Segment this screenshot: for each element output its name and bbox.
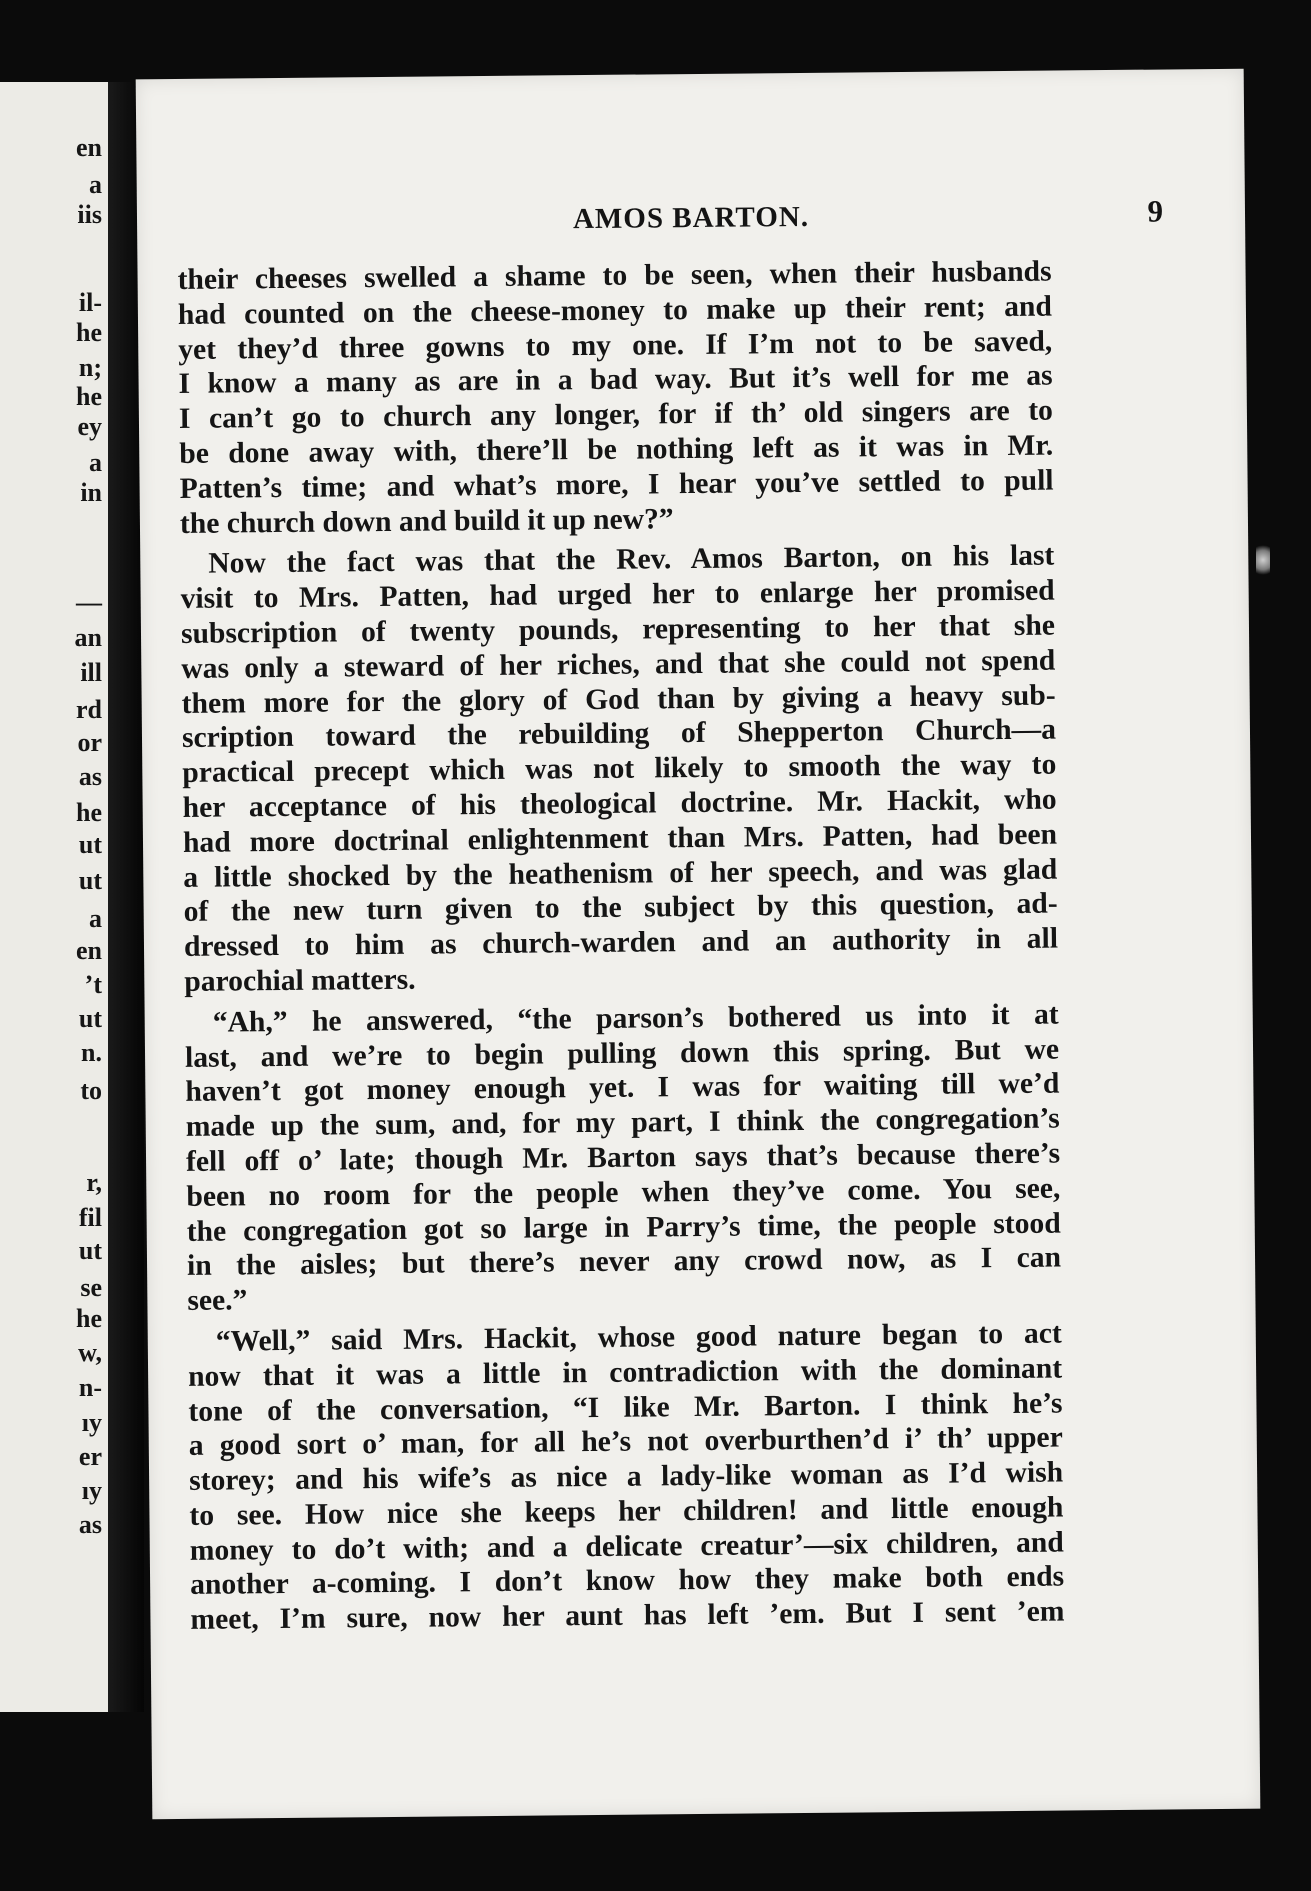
text-line: I know a many as are in a bad way. But it’s well for me as [178,359,1053,401]
left-page-fragment: rd [76,695,102,724]
left-page-fragment: ut [78,1236,102,1265]
left-page-fragment: or [77,728,102,757]
left-page-fragment: an [74,623,102,652]
page-edge-mark [1256,540,1270,580]
left-page-fragment: ill [80,658,102,687]
left-page-fragment: ut [78,830,102,859]
text-line: another a-coming. I don’t know how they make both ends [189,1561,1065,1602]
left-page-fragment: a [89,448,102,477]
text-line: had more doctrinal enlightenment than Mrs. Patten, had been [182,818,1058,859]
text-line: a little shocked by the heathenism of her speech, and was glad [183,853,1058,894]
text-line: a good sort o’ man, for all he’s not overburthen’d i’ th’ upper [188,1421,1063,1463]
left-page-fragment: iis [77,200,102,229]
left-page-fragment: as [78,762,102,791]
text-line: now that it was a little in contradiction with the dominant [187,1352,1063,1393]
left-page-fragment: he [76,318,102,347]
text-line: scription toward the rebuilding of Shepperton Church—a [181,713,1057,755]
left-page-fragment: ıy [81,1476,102,1505]
text-line: fell off o’ late; though Mr. Barton says that’s because there’s [185,1137,1061,1178]
text-line: the congregation got so large in Parry’s time, the people stood [186,1207,1061,1248]
text-line: practical precept which was not likely to smooth the way to [182,748,1057,790]
left-page-fragment: he [76,1304,102,1333]
left-page-fragment: as [78,1510,102,1539]
text-line: see.” [187,1284,248,1318]
text-line: to see. How nice she keeps her children! and little enough [189,1491,1064,1532]
left-page-fragment: ıy [81,1408,102,1437]
left-page-fragment: a [89,904,102,933]
left-page-fragment: er [78,1442,102,1471]
text-line: yet they’d three gowns to my one. If I’m not to be saved, [178,325,1053,366]
running-head: AMOS BARTON. [572,200,810,236]
text-line: was only a steward of her riches, and that she could not spend [181,644,1056,685]
left-page-fragment: ut [78,1004,102,1033]
left-page-fragment: n; [78,353,102,382]
text-line: parochial matters. [184,963,416,998]
text-line: the church down and build it up new?” [179,502,674,540]
left-page-fragment: il- [78,288,102,317]
text-line: be done away with, there’ll be nothing left as it was in Mr. [179,429,1054,470]
text-line: meet, I’m sure, now her aunt has left ’em. But I sent ’em [190,1595,1065,1637]
left-page-fragment: ut [78,866,102,895]
left-page-fragment: in [80,478,102,507]
text-line: had counted on the cheese-money to make up their rent; and [177,290,1053,331]
left-page-fragment: to [80,1076,102,1105]
text-line: her acceptance of his theological doctrine. Mr. Hackit, who [182,783,1057,824]
left-page-fragment: n. [81,1038,102,1067]
text-line: subscription of twenty pounds, representing to her that she [180,609,1056,650]
left-page-fragment: r, [86,1168,102,1197]
left-page-fragment: he [76,798,102,827]
text-line: haven’t got money enough yet. I was for waiting till we’d [185,1067,1060,1109]
text-line: their cheeses swelled a shame to be seen, when their husbands [177,255,1052,296]
body-text [177,255,1064,1638]
text-line: Patten’s time; and what’s more, I hear you’ve settled to pull [179,464,1054,505]
page-number: 9 [1147,193,1164,229]
text-line: tone of the conversation, “I like Mr. Barton. I think he’s [188,1387,1063,1428]
left-page-fragment: ey [77,412,102,441]
left-page-fragment: ’t [84,970,102,999]
left-page-fragment: n- [78,1373,102,1402]
text-line: of the new turn given to the subject by this question, ad- [183,887,1058,929]
text-line: dressed to him as church-warden and an authority in all [183,922,1059,964]
text-line: visit to Mrs. Patten, had urged her to enlarge her promised [180,574,1055,616]
left-page-fragment: fil [78,1203,102,1232]
left-page-fragment: en [76,133,102,162]
left-page-fragment: w, [78,1338,102,1367]
text-line: “Well,” said Mrs. Hackit, whose good nature began to act [215,1317,1062,1358]
text-line: I can’t go to church any longer, for if th’ old singers are to [178,394,1054,436]
text-line: “Ah,” he answered, “the parson’s bothered us into it at [212,998,1059,1039]
text-line: made up the sum, and, for my part, I think the congregation’s [185,1102,1060,1144]
text-line: storey; and his wife’s as nice a lady-like woman as I’d wish [188,1456,1064,1498]
book-page [136,69,1261,1820]
text-line: been no room for the people when they’ve come. You see, [186,1172,1061,1213]
left-page-fragment: he [76,382,102,411]
left-page-fragment: en [76,936,102,965]
text-line: them more for the glory of God than by giving a heavy sub- [181,679,1056,720]
text-line: last, and we’re to begin pulling down this spring. But we [184,1033,1060,1074]
left-page-fragment: — [76,588,102,617]
left-page-fragment: a [89,170,102,199]
text-line: money to do’t with; and a delicate creatur’—six children, and [189,1526,1064,1567]
left-page-margin-fragments [0,82,108,1712]
text-line: in the aisles; but there’s never any crowd now, as I can [186,1241,1062,1283]
left-page-fragment: se [80,1273,102,1302]
text-line: Now the fact was that the Rev. Amos Barton, on his last [208,539,1055,581]
